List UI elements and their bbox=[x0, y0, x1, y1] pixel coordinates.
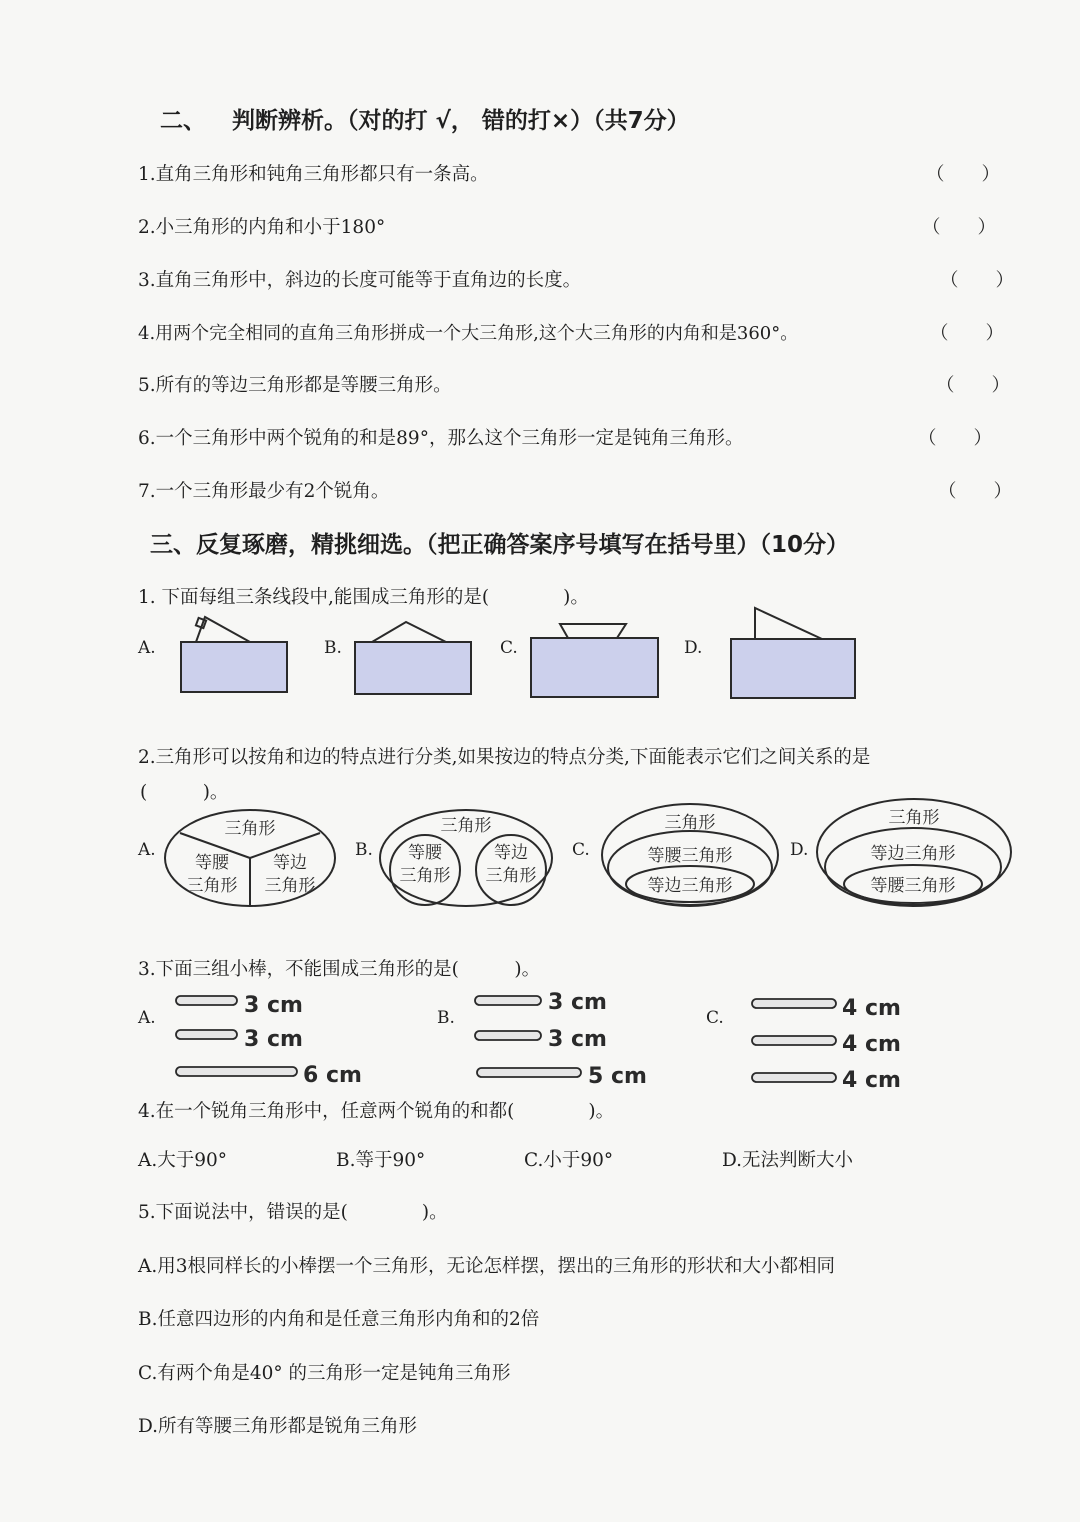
q2c-middle-label: 等腰三角形 bbox=[647, 846, 733, 866]
answer-bracket-1[interactable]: （ ） bbox=[926, 164, 1001, 185]
stick-c1-label: 4 cm bbox=[842, 996, 901, 1021]
q4-option-c[interactable]: C.小于90° bbox=[524, 1150, 614, 1171]
stick-b2 bbox=[475, 1031, 541, 1040]
stick-a1 bbox=[176, 996, 237, 1005]
choice-q2-text-line2: ( )。 bbox=[140, 782, 229, 803]
q2d-outer-label: 三角形 bbox=[888, 808, 940, 828]
judge-item-2: 2.小三角形的内角和小于180° bbox=[138, 217, 386, 238]
stick-c2 bbox=[752, 1036, 836, 1045]
answer-bracket-3[interactable]: （ ） bbox=[940, 270, 1015, 291]
q2b-right-label-2: 三角形 bbox=[485, 866, 537, 886]
choice-q1-text: 1. 下面每组三条线段中,能围成三角形的是( )。 bbox=[138, 587, 589, 608]
q1-figure-d bbox=[731, 608, 855, 698]
stick-b3 bbox=[477, 1068, 581, 1077]
section2-heading: 判断辨析。（对的打 √， 错的打×）（共7分） bbox=[232, 108, 690, 134]
q3-sticks bbox=[0, 985, 1080, 1090]
stick-a1-label: 3 cm bbox=[244, 993, 303, 1018]
stick-c3-label: 4 cm bbox=[842, 1068, 901, 1090]
q2a-left-label-2: 三角形 bbox=[186, 876, 238, 896]
q5-option-b[interactable]: B.任意四边形的内角和是任意三角形内角和的2倍 bbox=[138, 1309, 540, 1330]
section3-heading: 三、反复琢磨，精挑细选。（把正确答案序号填写在括号里）（10分） bbox=[150, 532, 850, 558]
q2b-left-label-2: 三角形 bbox=[399, 866, 451, 886]
stick-c2-label: 4 cm bbox=[842, 1032, 901, 1057]
q3-option-a-label[interactable]: A. bbox=[138, 1008, 156, 1028]
q5-option-c[interactable]: C.有两个角是40° 的三角形一定是钝角三角形 bbox=[138, 1363, 511, 1384]
answer-bracket-6[interactable]: （ ） bbox=[918, 428, 993, 449]
q2d-middle-label: 等边三角形 bbox=[870, 844, 956, 864]
q2a-right-label-1: 等边 bbox=[273, 853, 307, 873]
q2-diagrams bbox=[0, 795, 1080, 920]
judge-item-3: 3.直角三角形中，斜边的长度可能等于直角边的长度。 bbox=[138, 270, 582, 291]
q3-option-b-label[interactable]: B. bbox=[437, 1008, 455, 1028]
stick-a2 bbox=[176, 1030, 237, 1039]
section2-number: 二、 bbox=[160, 108, 206, 134]
stick-b2-label: 3 cm bbox=[548, 1027, 607, 1052]
stick-a3-label: 6 cm bbox=[303, 1063, 362, 1088]
q1-option-d-label[interactable]: D. bbox=[684, 638, 703, 658]
q5-option-d[interactable]: D.所有等腰三角形都是锐角三角形 bbox=[138, 1416, 418, 1437]
answer-bracket-5[interactable]: （ ） bbox=[936, 375, 1011, 396]
q2-option-a-label[interactable]: A. bbox=[138, 840, 156, 860]
stick-b3-label: 5 cm bbox=[588, 1064, 647, 1089]
choice-q5-text: 5.下面说法中，错误的是( )。 bbox=[138, 1202, 448, 1223]
judge-item-1: 1.直角三角形和钝角三角形都只有一条高。 bbox=[138, 164, 489, 185]
q2b-right-label-1: 等边 bbox=[494, 843, 528, 863]
q4-option-d[interactable]: D.无法判断大小 bbox=[722, 1150, 854, 1171]
q2a-right-label-2: 三角形 bbox=[264, 876, 316, 896]
q2-option-d-label[interactable]: D. bbox=[790, 840, 809, 860]
choice-q2-text-line1: 2.三角形可以按角和边的特点进行分类,如果按边的特点分类,下面能表示它们之间关系的是 bbox=[138, 747, 871, 768]
judge-item-7: 7.一个三角形最少有2个锐角。 bbox=[138, 481, 390, 502]
stick-c1 bbox=[752, 999, 836, 1008]
q1-option-c-label[interactable]: C. bbox=[500, 638, 518, 658]
q2a-outer-label: 三角形 bbox=[224, 819, 276, 839]
q2c-inner-label: 等边三角形 bbox=[647, 876, 733, 896]
judge-item-4: 4.用两个完全相同的直角三角形拼成一个大三角形,这个大三角形的内角和是360°。 bbox=[138, 323, 799, 344]
q1-figures bbox=[0, 600, 1080, 710]
answer-bracket-4[interactable]: （ ） bbox=[930, 323, 1005, 344]
q2c-outer-label: 三角形 bbox=[664, 813, 716, 833]
q1-figure-c bbox=[531, 624, 658, 697]
q1-option-b-label[interactable]: B. bbox=[324, 638, 342, 658]
q1-figure-b bbox=[355, 622, 471, 694]
q3-option-c-label[interactable]: C. bbox=[706, 1008, 724, 1028]
stick-b1-label: 3 cm bbox=[548, 990, 607, 1015]
choice-q4-text: 4.在一个锐角三角形中，任意两个锐角的和都( )。 bbox=[138, 1101, 615, 1122]
q4-option-b[interactable]: B.等于90° bbox=[336, 1150, 426, 1171]
q1-figure-a bbox=[181, 617, 287, 692]
q2b-left-label-1: 等腰 bbox=[408, 843, 442, 863]
q4-option-a[interactable]: A.大于90° bbox=[138, 1150, 228, 1171]
stick-b1 bbox=[475, 996, 541, 1005]
answer-bracket-2[interactable]: （ ） bbox=[922, 217, 997, 238]
answer-bracket-7[interactable]: （ ） bbox=[938, 481, 1013, 502]
q2b-outer-label: 三角形 bbox=[440, 816, 492, 836]
q2-option-b-label[interactable]: B. bbox=[355, 840, 373, 860]
q2d-inner-label: 等腰三角形 bbox=[870, 876, 956, 896]
judge-item-5: 5.所有的等边三角形都是等腰三角形。 bbox=[138, 375, 452, 396]
stick-a3 bbox=[176, 1067, 297, 1076]
choice-q3-text: 3.下面三组小棒，不能围成三角形的是( )。 bbox=[138, 959, 541, 980]
q5-option-a[interactable]: A.用3根同样长的小棒摆一个三角形，无论怎样摆，摆出的三角形的形状和大小都相同 bbox=[138, 1256, 836, 1277]
q2a-left-label-1: 等腰 bbox=[195, 853, 229, 873]
stick-a2-label: 3 cm bbox=[244, 1027, 303, 1052]
judge-item-6: 6.一个三角形中两个锐角的和是89°，那么这个三角形一定是钝角三角形。 bbox=[138, 428, 744, 449]
q1-option-a-label[interactable]: A. bbox=[138, 638, 156, 658]
q2-option-c-label[interactable]: C. bbox=[572, 840, 590, 860]
stick-c3 bbox=[752, 1073, 836, 1082]
